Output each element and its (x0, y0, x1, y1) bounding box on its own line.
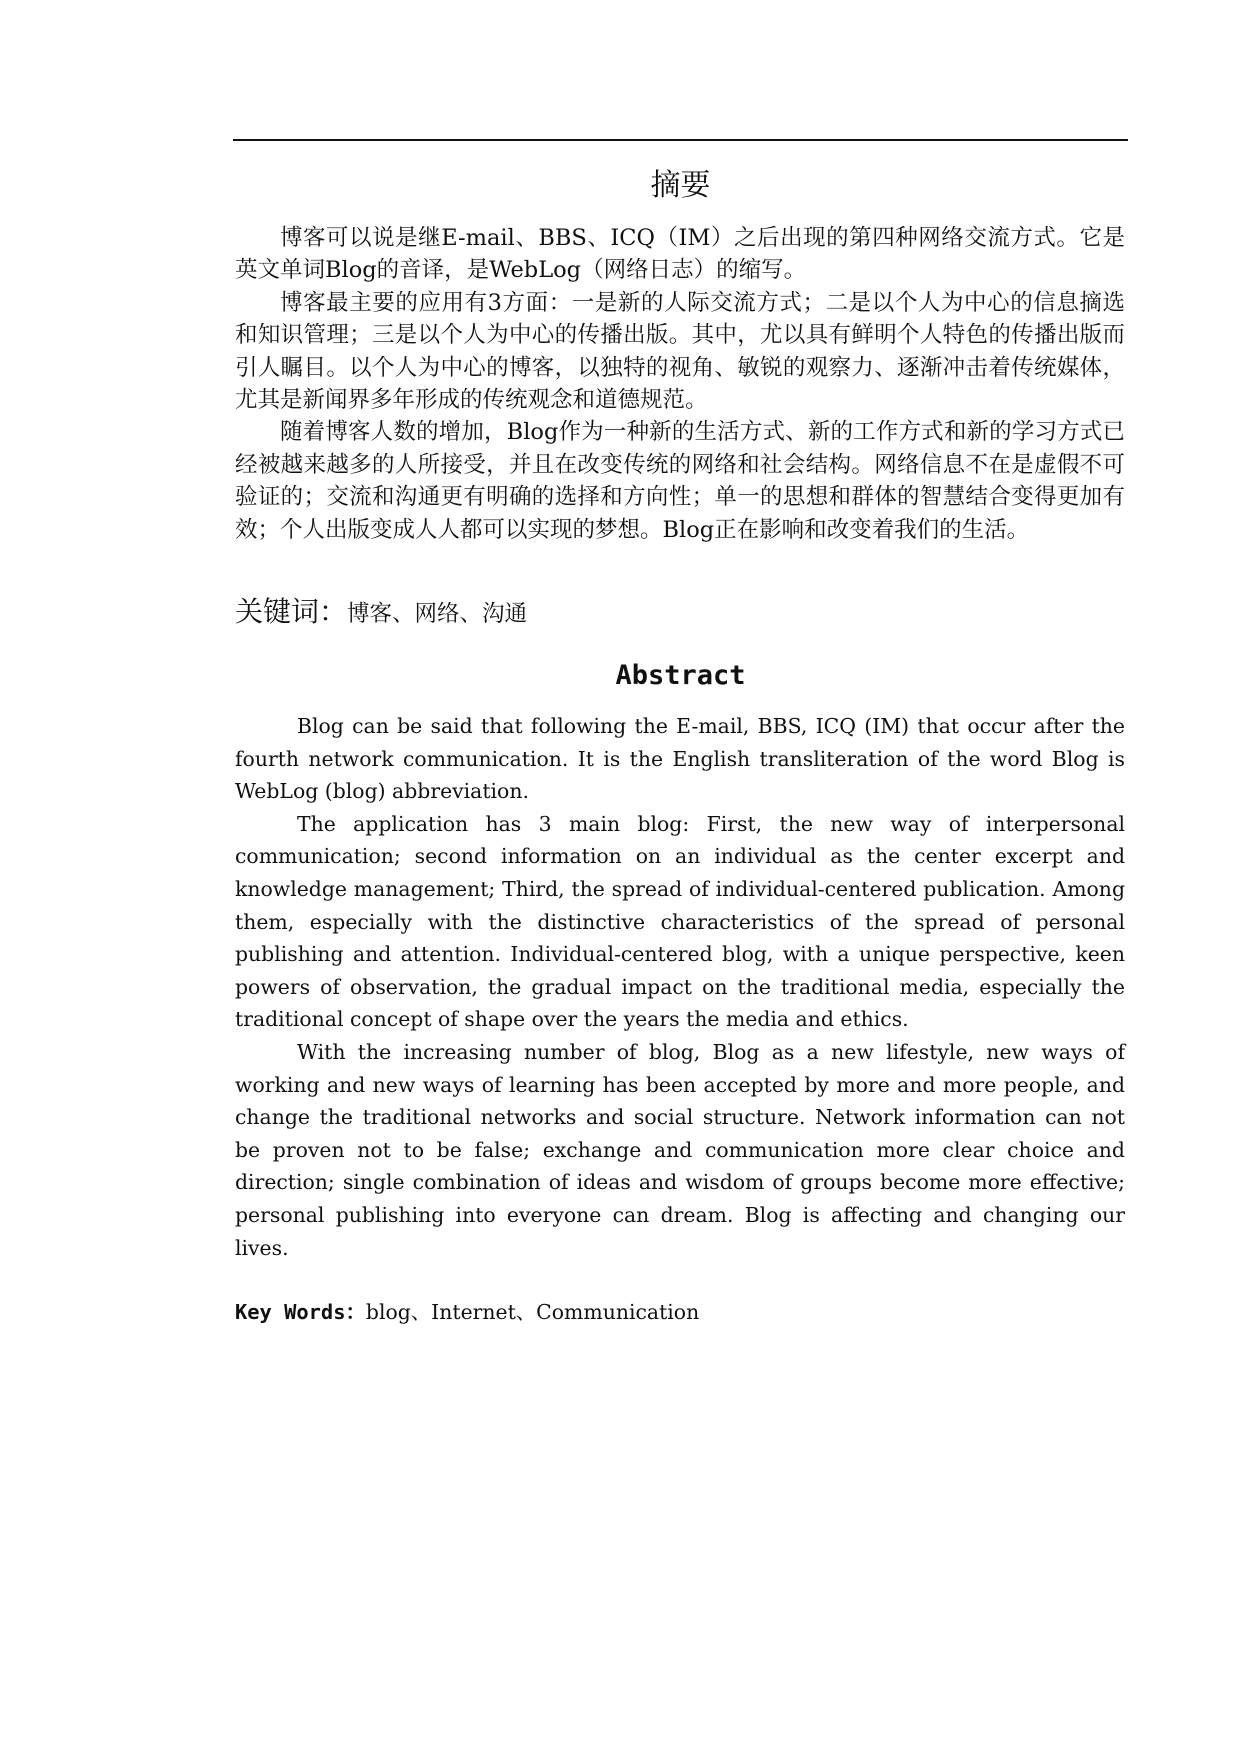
english-keywords (235, 1296, 1125, 1328)
chinese-keywords (235, 594, 1125, 632)
english-paragraph-2: The application has 3 main blog: First, the new way of interpersonal communication; second information on an individual as the center excerpt and knowledge management; Third, the spread of individual-centered publication. Among them, especially with the distinctive characteristics of the spread of personal publishing and attention. Individual-centered blog, with a unique perspective, keen powers of observation, the gradual impact on the traditional media, especially the traditional concept of shape over the years the media and ethics. (235, 811, 1125, 1032)
english-keywords-value: blog、Internet、Communication (365, 1300, 700, 1324)
header-rule (233, 139, 1128, 141)
chinese-paragraph-2: 博客最主要的应用有3方面：一是新的人际交流方式；二是以个人为中心的信息摘选和知识管理；三是以个人为中心的传播出版。其中，尤以具有鲜明个人特色的传播出版而引人瞩目。以个人为中心的博客，以独特的视角、敏锐的观察力、逐渐冲击着传统媒体，尤其是新闻界多年形成的传统观念和道德规范。 (235, 289, 1125, 414)
chinese-abstract-title: 摘要 (650, 168, 711, 203)
chinese-paragraph-3: 随着博客人数的增加，Blog作为一种新的生活方式、新的工作方式和新的学习方式已经被越来越多的人所接受，并且在改变传统的网络和社会结构。网络信息不在是虚假不可验证的；交流和沟通更有明确的选择和方向性；单一的思想和群体的智慧结合变得更加有效；个人出版变成人人都可以实现的梦想。Blog正在影响和改变着我们的生活。 (235, 419, 1125, 543)
chinese-keywords-label: 关键词： (235, 595, 348, 628)
chinese-paragraph-1: 博客可以说是继E-mail、BBS、ICQ（IM）之后出现的第四种网络交流方式。它是英文单词Blog的音译，是WebLog（网络日志）的缩写。 (235, 225, 1125, 284)
english-paragraph-3: With the increasing number of blog, Blog as a new lifestyle, new ways of working and new ways of learning has been accepted by more and more people, and change the traditional networks and social structure. Network information can not be proven not to be false; exchange and communication more clear choice and direction; single combination of ideas and wisdom of groups become more effective; personal publishing into everyone can dream. Blog is affecting and changing our lives. (235, 1039, 1125, 1260)
english-keywords-label: Key Words： (235, 1300, 366, 1324)
chinese-abstract-body (235, 222, 1125, 546)
chinese-keywords-value: 博客、网络、沟通 (347, 601, 528, 627)
english-paragraph-1: Blog can be said that following the E-mail, BBS, ICQ (IM) that occur after the fourth network communication. It is the English transliteration of the word Blog is WebLog (blog) abbreviation. (235, 714, 1125, 804)
english-abstract-body (235, 710, 1125, 1264)
english-abstract-title: Abstract (615, 660, 746, 691)
